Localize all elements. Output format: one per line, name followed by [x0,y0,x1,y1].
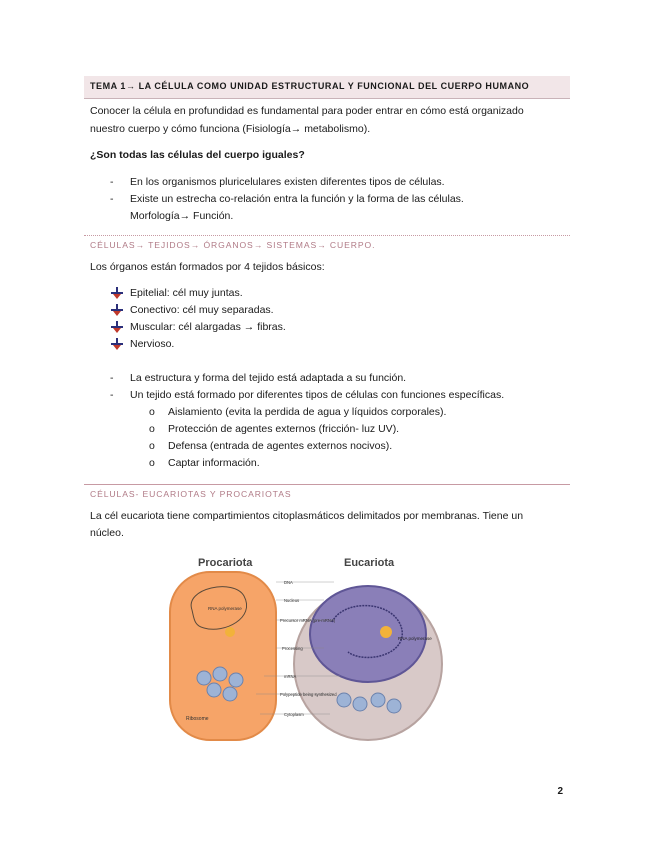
down-arrow-bullet-icon [111,338,123,350]
circle-bullet: o [149,440,155,452]
page-number: 2 [557,786,563,797]
section-divider [84,235,570,236]
cell-comparison-figure [164,548,446,744]
circle-bullet: o [149,423,155,435]
dash-item-2: Existe un estrecha co-relación entra la función y la forma de las células. [130,193,464,205]
rna-polymerase-left-shape [225,627,235,637]
circle-bullet: o [149,457,155,469]
cell-types-line-2: núcleo. [90,527,124,539]
label-nucleus: Nucleus [284,598,300,603]
tissue-item-epitelial: Epitelial: cél muy juntas. [130,287,243,299]
intro-line-1: Conocer la célula en profundidad es fundamental para poder entrar en cómo está organizado [90,105,524,117]
label-mrna: mRNA [284,674,297,679]
section-divider [84,484,570,485]
rna-polymerase-right-shape [380,626,392,638]
prokaryote-cell-shape [170,572,276,740]
label-polypeptide: Polypeptide being synthesized [280,692,337,697]
function-item-proteccion: Protección de agentes externos (fricción- luz UV). [168,423,400,435]
dash-bullet: - [110,389,114,401]
down-arrow-bullet-icon [111,321,123,333]
down-arrow-bullet-icon [111,287,123,299]
dash-bullet: - [110,372,114,384]
chapter-title: TEMA 1→ LA CÉLULA COMO UNIDAD ESTRUCTURAL Y FUNCIONAL DEL CUERPO HUMANO [90,81,530,91]
eukaryote-title: Eucariota [344,557,395,569]
tissue-dash-item-2: Un tejido está formado por diferentes tipos de células con funciones específicas. [130,389,505,401]
dash-item-1: En los organismos pluricelulares existen diferentes tipos de células. [130,176,445,188]
circle-bullet: o [149,406,155,418]
intro-line-2: nuestro cuerpo y cómo funciona (Fisiología→ metabolismo). [90,123,371,135]
tissue-item-conectivo: Conectivo: cél muy separadas. [130,304,274,316]
function-item-captar: Captar información. [168,457,260,469]
tissue-item-muscular: Muscular: cél alargadas → fibras. [130,321,286,333]
cell-types-line-1: La cél eucariota tiene compartimientos citoplasmáticos delimitados por membranas. Tiene un [90,510,524,522]
dash-bullet: - [110,193,114,205]
function-item-defensa: Defensa (entrada de agentes externos nocivos). [168,440,393,452]
rna-polymerase-label-right: RNA polymerase [398,636,432,641]
tissues-intro: Los órganos están formados por 4 tejidos básicos: [90,261,325,273]
chapter-heading-bar [84,76,570,99]
function-item-aislamiento: Aislamiento (evita la perdida de agua y líquidos corporales). [168,406,447,418]
label-cytoplasm: Cytoplasm [284,712,304,717]
label-pre-mrna: Precursor mRNA (pre-mRNA) [280,618,336,623]
section-title-cell-types: CÉLULAS- EUCARIOTAS Y PROCARIOTAS [90,489,292,499]
eukaryote-nucleus-shape [310,586,426,682]
tissue-item-nervioso: Nervioso. [130,338,175,350]
label-processing: Processing [282,646,303,651]
dash-bullet: - [110,176,114,188]
tissue-dash-item-1: La estructura y forma del tejido está adaptada a su función. [130,372,407,384]
prokaryote-title: Procariota [198,557,253,569]
rna-polymerase-label-left: RNA polymerase [208,606,242,611]
ribosome-label: Ribosome [186,716,209,722]
question-heading: ¿Son todas las células del cuerpo iguales? [90,149,305,161]
dash-item-2-continuation: Morfología→ Función. [130,210,234,222]
section-title-tissues: CÉLULAS→ TEJIDOS→ ÓRGANOS→ SISTEMAS→ CUERPO. [90,240,376,250]
label-dna: DNA [284,580,293,585]
down-arrow-bullet-icon [111,304,123,316]
